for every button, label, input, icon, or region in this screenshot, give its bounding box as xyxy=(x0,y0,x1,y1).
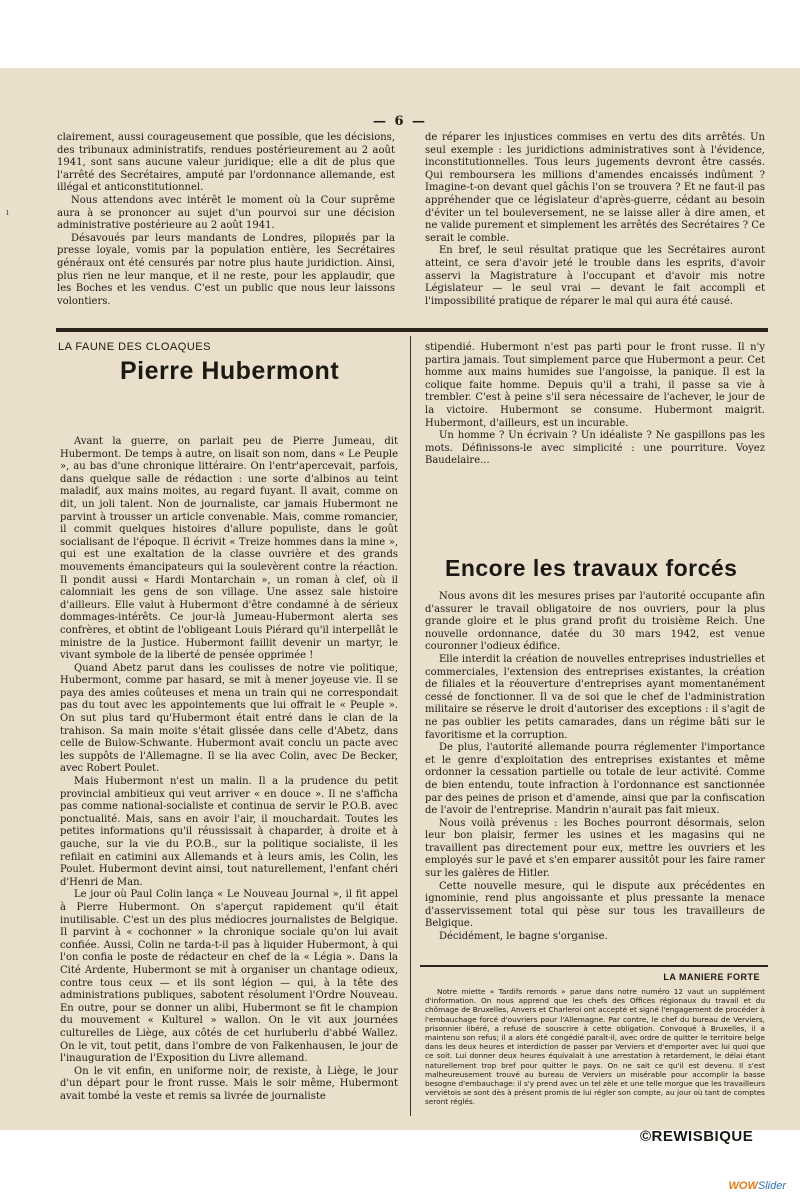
paragraph: Notre miette « Tardifs remords » parue dans notre numéro 12 vaut un supplément d'information. On nous apprend que les chefs des Offices régionaux du travail et du chômage de Bruxelles, Anvers et Charleroi ont accepté et signé l'engagement de procéder à l'embauchage forcé d'ouvriers pour l'Allemagne. Par contre, le chef du bureau de Verviers, prisonnier libéré, a refusé de souscrire à cette obligation. Convoqué à Bruxelles, il a maintenu son refus; il a alors été congédié paraît-il, avec ordre de quitter le territoire belge dans les deux heures et interdiction de passer par Verviers et d'emporter avec lui quoi que ce soit. Lui donner deux heures équivalait à une arrestation à retardement, le délai étant naturellement trop bref pour quitter le pays. On ne sait ce qu'il est devenu. Il s'est malheureusement trouvé au bureau de Verviers un misérable pour accomplir la basse besogne d'embauchage: il s'y prend avec un tel zèle et une telle morgue que les travailleurs verviétois se sont dès à présent promis de lui régler son compte, au jour où tant de comptes seront réglés. xyxy=(425,987,765,1107)
paragraph: Avant la guerre, on parlait peu de Pierre Jumeau, dit Hubermont. De temps à autre, on lisait son nom, dans « Le Peuple », au bas d'une chronique littéraire. On l'entr'apercevait, parfois, dans quelque salle de rédaction : une sorte d'albinos au teint maladif, aux mains moites, au regard fuyant. Il avait, comme on dit, un joli talent. Non de journaliste, car jamais Hubermont ne parvint à trousser un article convenable. Mais, comme romancier, il commit quelques histoires d'allure populiste, dans le goût socialisant de l'époque. Il écrivit « Treize hommes dans la mine », qui est une exaltation de la classe ouvrière et des grands mouvements émancipateurs qui la soulevèrent contre la réaction. Il pondit aussi « Hardi Montarchain », un roman à clef, où il calomniait les gens de son village. Une assez sale histoire d'ailleurs. Elle valut à Hubermont d'être condamné à de sérieux dommages-intérêts. Ce jour-là Jumeau-Hubermont alerta ses confrères, et obtint de l'obligeant Louis Piérard qu'il interpellât le ministre de la Justice. Hubermont faillit devenir un martyr, le vivant symbole de la liberté de pensée opprimée ! xyxy=(60,436,398,662)
paragraph: Elle interdit la création de nouvelles entreprises industrielles et commerciales, l'extension des entreprises existantes, la création de filiales et la réouverture d'entreprises ayant momentanément cessé de fonctionner. Il va de soi que le chef de l'administration militaire se réserve le droit d'autoriser des exceptions : il s'agit de ne pas oublier les petits camarades, dans un régime bâti sur le favoritisme et la corruption. xyxy=(425,653,765,741)
box-body xyxy=(425,987,765,1107)
article-title: Encore les travaux forcés xyxy=(445,555,738,581)
paragraph: Nous avons dit les mesures prises par l'autorité occupante afin d'assurer le travail obligatoire de nos ouvriers, pour la plus grande gloire et le plus grand profit du troisième Reich. Une nouvelle ordonnance, datée du 30 mars 1942, est venue couronner l'odieux édifice. xyxy=(425,591,765,653)
article-kicker: LA FAUNE DES CLOAQUES xyxy=(58,341,211,353)
paragraph: Nous voilà prévenus : les Boches pourront désormais, selon leur bon plaisir, fermer les usines et les magasins qui ne travaillent pas directement pour eux, mettre les ouvriers et les employés sur le pavé et s'en emparer aussitôt pour les faire ramer sur les galères de Hitler. xyxy=(425,817,765,880)
column-divider xyxy=(410,336,411,1116)
newspaper-page xyxy=(0,68,800,1145)
section-divider xyxy=(56,328,768,332)
brand-part: Slider xyxy=(757,1180,786,1192)
paragraph: De plus, l'autorité allemande pourra réglementer l'importance et le genre d'exploitation des entreprises existantes et même ordonner la cessation partielle ou totale de leur activité. Comme de bien entendu, toute infraction à l'ordonnance est sanctionnée par des peines de prison et d'amende, ainsi que par la confiscation de l'avoir de l'entreprise. Mandrin n'aurait pas fait mieux. xyxy=(425,742,765,817)
paragraph: En bref, le seul résultat pratique que les Secrétaires auront atteint, ce sera d'avoir jeté le trouble dans les esprits, d'avoir asservi la Magistrature à l'occupant et d'avoir mis notre Législateur — le seul vrai — devant le fait accompli et l'impossibilité pratique de réparer le mal qui aura été causé. xyxy=(425,245,765,307)
page-number: — 6 — xyxy=(372,114,428,129)
paragraph: Mais Hubermont n'est un malin. Il a la prudence du petit provincial ambitieux qui veut arriver « en douce ». Il ne s'afficha pas comme national-socialiste et continua de servir le P.O.B. avec ponctualité. Mais, sans en avoir l'air, il mouchardait. Toutes les petites informations qu'il réussissait à chaparder, à droite et à gauche, sur la vie du P.O.B., sur la politique socialiste, il les refilait en catimini aux Allemands et à leurs amis, les Colin, les Poulet. Hubermont devint ainsi, tout naturellement, l'enfant chéri d'Henri de Man. xyxy=(60,776,398,888)
article-continuation xyxy=(425,342,765,468)
box-divider xyxy=(420,965,768,967)
paragraph: Cette nouvelle mesure, qui le dispute aux précédentes en ignominie, rend plus angoissante et plus pressante la menace d'asservissement total qui pèse sur tous les travailleurs de Belgique. xyxy=(425,880,765,930)
paragraph: Désavoués par leurs mandants de Londres, pilориés par la presse loyale, vomis par la population entière, les Secrétaires généraux ont été censurés par notre plus haute juridiction. Ainsi, plus rien ne leur manque, et il ne reste, pour les applaudir, que les Boches et les vendus. C'est un public que nous leur laissons volontiers. xyxy=(57,232,395,307)
brand-logo xyxy=(729,1180,786,1192)
margin-mark: ı xyxy=(6,208,9,218)
paragraph: Un homme ? Un écrivain ? Un idéaliste ? Ne gaspillons pas les mots. Définissons-le avec simplicité : une pourriture. Voyez Baudelaire... xyxy=(425,430,765,467)
paragraph: stipendié. Hubermont n'est pas parti pour le front russe. Il n'y partira jamais. Tout simplement parce que Hubermont a peur. Cet homme aux mains humides sue l'angoisse, la panique. Il est la colique faite homme. Depuis qu'il a trahi, il passe sa vie à trembler. C'est à peine s'il sera nécessaire de l'achever, le jour de la victoire. Hubermont se consume. Hubermont maigrit. Hubermont, d'ailleurs, est un incurable. xyxy=(425,342,765,429)
paragraph: On le vit enfin, en uniforme noir, de rexiste, à Liège, le jour d'un départ pour le front russe. Mais le soir même, Hubermont avait tombé la veste et remis sa livrée de journaliste xyxy=(60,1065,398,1102)
paragraph: Décidément, le bagne s'organise. xyxy=(439,931,608,943)
box-title: LA MANIERE FORTE xyxy=(663,972,760,982)
paragraph: Nous attendons avec intérêt le moment où la Cour suprême aura à se prononcer au sujet d'un pourvoi sur une décision administrative postérieure au 2 août 1941. xyxy=(57,194,395,232)
article-body-left xyxy=(60,436,398,1103)
paragraph: de réparer les injustices commises en vertu des dits arrêtés. Un seul exemple : les juridictions administratives sont à l'évidence, inconstitutionnelles. Tous leurs jugements devront être cassés. Qui remboursera les millions d'amendes encaissés indûment ? Imagine-t-on devant quel gâchis l'on se trouvera ? Et ne faut-il pas appréhender que ce législateur d'après-guerre, cédant au besoin d'éviter un tel bouleversement, ne se laisse aller à dire amen, et ne valide purement et simplement les arrêtés des Secrétaires ? Ce serait le comble. xyxy=(425,132,765,244)
brand-part: WOW xyxy=(728,1180,758,1192)
paragraph: Le jour où Paul Colin lança « Le Nouveau Journal », il fit appel à Pierre Hubermont. On s'aperçut rapidement qu'il était inutilisable. C'est un des plus médiocres journalistes de Belgique. Il parvint à « cochonner » la chronique sociale qu'on lui avait confiée. Aussi, Colin ne tarda-t-il pas à liquider Hubermont, à qui l'on confia le poste de rédacteur en chef de la « Légia ». Dans la Cité Ardente, Hubermont se mit à organiser un chantage odieux, contre tous ceux — et ils sont légion — qui, à la tête des administrations publiques, sabotent résolument l'Ordre Nouveau. En outre, pour se donner un alibi, Hubermont se fit le champion du mouvement « Kulturel » wallon. On le vit aux journées culturelles de Liège, aux côtés de cet hurluberlu d'abbé Wallez. On le vit, tout petit, dans l'ombre de von Falkenhausen, le jour de l'inauguration de l'Exposition du Livre allemand. xyxy=(60,889,398,1065)
paragraph: clairement, aussi courageusement que possible, que les décisions, des tribunaux administratifs, rendues postérieurement au 2 août 1941, sont sans aucune valeur juridique; elle a dit de plus que l'arrêté des Secrétaires, amputé par l'ordonnance allemande, est illégal et anticonstitutionnel. xyxy=(57,132,395,194)
article-title: Pierre Hubermont xyxy=(120,357,340,385)
top-right-column xyxy=(425,132,765,308)
paragraph: Quand Abetz parut dans les coulisses de notre vie politique, Hubermont, comme par hasard, se mit à mener joyeuse vie. Il se paya des amies coûteuses et mena un train qui ne correspondait pas du tout avec les appointements que lui offrait le « Peuple ». On sut plus tard qu'Hubermont était entré dans le clan de la trahison. Sa main moite s'était glissée dans celle d'Abetz, dans celle de Bulow-Schwante. Hubermont avait conclu un pacte avec les suppôts de l'Allemagne. Il se lia avec Colin, avec De Becker, avec Robert Poulet. xyxy=(60,662,398,775)
copyright-watermark: ©REWISBIQUE xyxy=(640,1128,754,1145)
top-left-column xyxy=(57,132,395,308)
article-body-right xyxy=(425,591,765,944)
